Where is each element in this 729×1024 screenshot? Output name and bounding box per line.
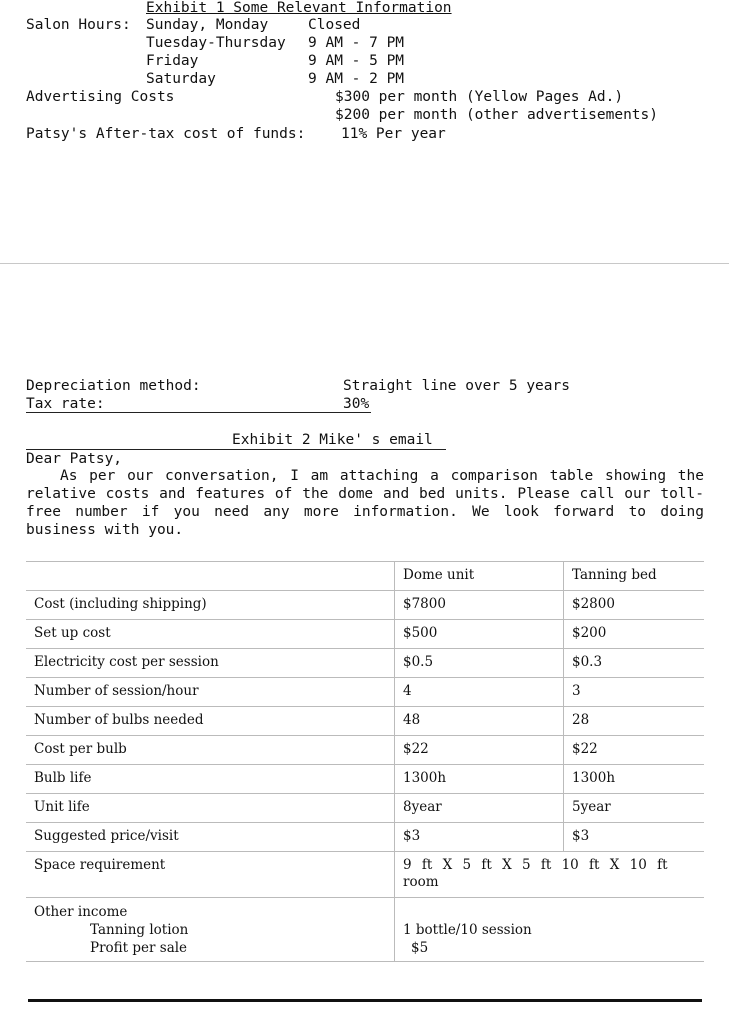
profit-value: $5	[411, 940, 429, 956]
row-bed-value: $22	[564, 736, 705, 765]
table-row	[26, 707, 704, 736]
bottom-rule	[28, 999, 702, 1002]
depreciation-label: Depreciation method:	[26, 378, 201, 394]
row-bed-value: 28	[564, 707, 705, 736]
advertising-cost-1: $200 per month (other advertisements)	[335, 107, 659, 123]
depreciation-value: Straight line over 5 years	[343, 378, 570, 394]
row-label: Cost per bulb	[26, 736, 395, 765]
hours-time-3: 9 AM - 2 PM	[308, 71, 405, 87]
table-row	[26, 591, 704, 620]
row-label: Unit life	[26, 794, 395, 823]
row-dome-value: $22	[395, 736, 564, 765]
hours-time-0: Closed	[308, 17, 361, 33]
letter-greeting: Dear Patsy,	[26, 451, 123, 467]
exhibit2-title: Exhibit 2 Mike' s email	[232, 432, 433, 448]
row-bed-value: $200	[564, 620, 705, 649]
row-dome-value: $0.5	[395, 649, 564, 678]
space-label: Space requirement	[26, 852, 395, 898]
profit-label: Profit per sale	[90, 940, 188, 956]
comparison-table	[26, 561, 704, 962]
row-dome-value: 4	[395, 678, 564, 707]
table-row	[26, 794, 704, 823]
exhibit1-title: Exhibit 1 Some Relevant Information	[146, 0, 452, 16]
other-income-label: Other income	[34, 904, 128, 920]
row-label: Number of session/hour	[26, 678, 395, 707]
header-cell-dome: Dome unit	[395, 562, 564, 591]
advertising-cost-0: $300 per month (Yellow Pages Ad.)	[335, 89, 624, 105]
exhibit2-rule	[26, 449, 446, 450]
table-row	[26, 823, 704, 852]
hours-days-1: Tuesday-Thursday	[146, 35, 286, 51]
row-label: Bulb life	[26, 765, 395, 794]
tax-value: 30%	[343, 396, 370, 412]
row-bed-value: 5year	[564, 794, 705, 823]
table-row	[26, 678, 704, 707]
row-label: Electricity cost per session	[26, 649, 395, 678]
salon-hours-label: Salon Hours:	[26, 17, 131, 33]
row-dome-value: 8year	[395, 794, 564, 823]
hours-days-3: Saturday	[146, 71, 216, 87]
header-cell-bed: Tanning bed	[564, 562, 705, 591]
page-separator	[0, 263, 729, 264]
row-dome-value: $3	[395, 823, 564, 852]
hours-days-0: Sunday, Monday	[146, 17, 269, 33]
lotion-label: Tanning lotion	[90, 922, 189, 938]
row-label: Number of bulbs needed	[26, 707, 395, 736]
table-row	[26, 765, 704, 794]
hours-time-1: 9 AM - 7 PM	[308, 35, 405, 51]
table-row	[26, 736, 704, 765]
tax-underline	[26, 412, 371, 413]
row-label: Cost (including shipping)	[26, 591, 395, 620]
letter-body	[26, 467, 704, 539]
tax-label: Tax rate:	[26, 396, 105, 412]
lotion-value-cell	[395, 898, 705, 962]
space-value: 9 ft X 5 ft X 5 ft 10 ft X 10 ft room	[395, 852, 705, 898]
table-row-space	[26, 852, 704, 898]
row-dome-value: $7800	[395, 591, 564, 620]
advertising-label: Advertising Costs	[26, 89, 175, 105]
funds-value: 11% Per year	[341, 126, 446, 142]
other-income-cell	[26, 898, 395, 962]
lotion-value: 1 bottle/10 session	[403, 922, 532, 938]
row-dome-value: 1300h	[395, 765, 564, 794]
row-dome-value: 48	[395, 707, 564, 736]
row-bed-value: 1300h	[564, 765, 705, 794]
table-header-row	[26, 562, 704, 591]
row-label: Set up cost	[26, 620, 395, 649]
table-row-other-income	[26, 898, 704, 962]
hours-time-2: 9 AM - 5 PM	[308, 53, 405, 69]
header-cell-0	[26, 562, 395, 591]
row-dome-value: $500	[395, 620, 564, 649]
row-bed-value: $3	[564, 823, 705, 852]
funds-label: Patsy's After-tax cost of funds:	[26, 126, 306, 142]
row-label: Suggested price/visit	[26, 823, 395, 852]
row-bed-value: $0.3	[564, 649, 705, 678]
letter-body-text: As per our conversation, I am attaching a comparison table showing the relative costs and features of the dome and bed units. Please call our toll-free number if you need any more information. We look forward to doing business with you.	[26, 468, 704, 538]
row-bed-value: 3	[564, 678, 705, 707]
row-bed-value: $2800	[564, 591, 705, 620]
table-row	[26, 620, 704, 649]
hours-days-2: Friday	[146, 53, 199, 69]
table-row	[26, 649, 704, 678]
